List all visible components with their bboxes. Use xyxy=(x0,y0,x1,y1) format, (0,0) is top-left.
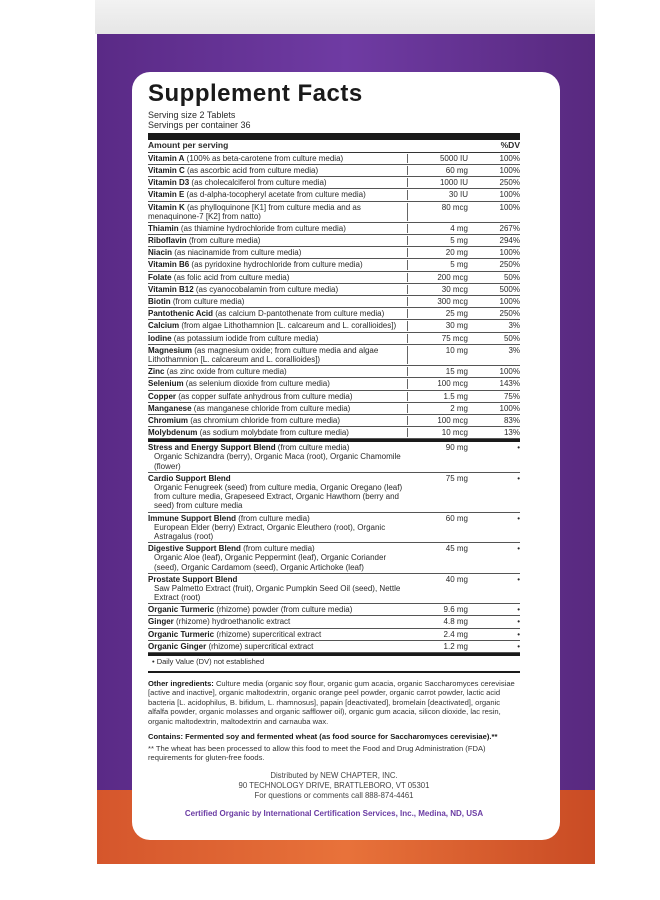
ingredient-source: (as niacinamide from culture media) xyxy=(172,248,302,258)
header-amount: Amount per serving xyxy=(148,140,229,150)
ingredient-label: Riboflavin xyxy=(148,236,187,246)
table-row xyxy=(148,177,520,189)
ingredient-source: (from culture media) xyxy=(170,297,245,307)
dv-value: 3% xyxy=(508,345,520,355)
contains-statement xyxy=(148,732,520,741)
amount-value: 80 mcg xyxy=(407,203,472,221)
ingredient-name xyxy=(148,443,408,471)
ingredient-name xyxy=(148,297,407,306)
amount-value: 2 mg xyxy=(407,404,472,413)
dv-value: 294% xyxy=(499,236,520,246)
ingredient-source: (as zinc oxide from culture media) xyxy=(164,367,287,377)
ingredient-name xyxy=(148,617,408,626)
dv-value: • xyxy=(517,443,520,453)
blend-table xyxy=(148,442,520,653)
dv-value: 143% xyxy=(499,379,520,389)
other-ingredients xyxy=(148,679,520,726)
ingredient-source: (as magnesium oxide; from culture media and algae Lithothamnion [L. calcareum and L. corallioides]) xyxy=(148,345,379,364)
amount-value: 100 mcg xyxy=(407,416,472,425)
ingredient-source: (rhizome) powder (from culture media) xyxy=(214,605,353,615)
amount-value: 10 mcg xyxy=(407,428,472,437)
ingredient-name xyxy=(148,416,407,425)
table-header xyxy=(148,140,520,153)
ingredient-name xyxy=(148,630,408,639)
ingredient-name xyxy=(148,190,407,199)
amount-value: 200 mcg xyxy=(407,273,472,282)
ingredient-source: (as selenium dioxide from culture media) xyxy=(183,379,330,389)
table-row xyxy=(148,189,520,201)
ingredient-name xyxy=(148,392,407,401)
table-row xyxy=(148,543,520,574)
certification: Certified Organic by International Certification Services, Inc., Medina, ND, USA xyxy=(184,808,484,818)
ingredient-source: (rhizome) hydroethanolic extract xyxy=(173,617,291,627)
ingredient-source: (as thiamine hydrochloride from culture media) xyxy=(178,223,346,233)
thick-rule xyxy=(148,133,520,140)
table-row xyxy=(148,513,520,544)
ingredient-source: (rhizome) supercritical extract xyxy=(206,641,314,651)
ingredient-source: (as phylloquinone [K1] from culture media and as menaquinone-7 [K2] from natto) xyxy=(148,202,361,221)
ingredient-label: Manganese xyxy=(148,403,192,413)
blend-detail: Organic Aloe (leaf), Organic Peppermint (leaf), Organic Coriander (seed), Organic Cardamom (seed), Organic Artichoke (leaf) xyxy=(154,553,387,572)
ingredient-label: Pantothenic Acid xyxy=(148,309,214,319)
ingredient-name xyxy=(148,285,407,294)
ingredient-name xyxy=(148,379,407,388)
ingredient-label: Vitamin K xyxy=(148,202,185,212)
amount-value: 9.6 mg xyxy=(443,605,468,615)
ingredient-label: Calcium xyxy=(148,321,180,331)
ingredient-name xyxy=(148,514,408,542)
dv-value: 100% xyxy=(499,202,520,212)
amount-value: 5000 IU xyxy=(407,154,472,163)
distributor-block xyxy=(148,771,520,801)
ingredient-source: (as ascorbic acid from culture media) xyxy=(184,165,319,175)
ingredient-name xyxy=(148,309,407,318)
ingredient-source: (from culture media) xyxy=(275,443,350,453)
ingredient-label: Vitamin B6 xyxy=(148,260,190,270)
ingredient-name xyxy=(148,236,407,245)
ingredient-name xyxy=(148,178,407,187)
dv-value: 100% xyxy=(499,297,520,307)
ingredient-name xyxy=(148,575,408,603)
table-row xyxy=(148,391,520,403)
ingredient-label: Iodine xyxy=(148,333,172,343)
table-row xyxy=(148,165,520,177)
amount-value: 20 mg xyxy=(407,248,472,257)
dv-value: • xyxy=(517,629,520,639)
blend-detail: European Elder (berry) Extract, Organic Eleuthero (root), Organic Astragalus (root) xyxy=(154,522,386,541)
dv-value: • xyxy=(517,513,520,523)
amount-value: 4 mg xyxy=(407,224,472,233)
ingredient-label: Cardio Support Blend xyxy=(148,473,231,483)
ingredient-name xyxy=(148,605,408,614)
ingredient-source: (as manganese chloride from culture media) xyxy=(191,403,351,413)
ingredient-source: (as copper sulfate anhydrous from culture media) xyxy=(176,391,353,401)
table-row xyxy=(148,272,520,284)
ingredient-source: (as calcium D-pantothenate from culture media) xyxy=(213,309,385,319)
ingredient-name xyxy=(148,642,408,651)
dv-value: 250% xyxy=(499,260,520,270)
table-row xyxy=(148,296,520,308)
amount-value: 60 mg xyxy=(407,166,472,175)
ingredient-label: Zinc xyxy=(148,367,165,377)
distributor-line: For questions or comments call 888-874-4461 xyxy=(254,790,414,800)
ingredient-source: (from culture media) xyxy=(240,544,315,554)
ingredient-label: Selenium xyxy=(148,379,184,389)
ingredient-source: (from algae Lithothamnion [L. calcareum and L. corallioides]) xyxy=(179,321,397,331)
ingredient-label: Organic Turmeric xyxy=(148,629,215,639)
amount-value: 25 mg xyxy=(407,309,472,318)
ingredient-label: Ginger xyxy=(148,617,174,627)
supplement-facts xyxy=(148,76,520,818)
amount-value: 2.4 mg xyxy=(443,629,468,639)
table-row xyxy=(148,604,520,616)
ingredient-label: Stress and Energy Support Blend xyxy=(148,443,276,453)
table-row xyxy=(148,153,520,165)
ingredient-label: Immune Support Blend xyxy=(148,513,236,523)
amount-value: 5 mg xyxy=(407,236,472,245)
ingredient-source: (as sodium molybdate from culture media) xyxy=(197,428,349,438)
servings-per-container: Servings per container 36 xyxy=(148,120,251,130)
distributor-line: 90 TECHNOLOGY DRIVE, BRATTLEBORO, VT 05301 xyxy=(238,780,430,790)
ingredient-name xyxy=(148,404,407,413)
box-top-edge xyxy=(95,0,595,34)
ingredient-label: Biotin xyxy=(148,297,171,307)
distributor-line: Distributed by NEW CHAPTER, INC. xyxy=(270,770,398,780)
dv-value: 100% xyxy=(499,153,520,163)
ingredient-source: (as folic acid from culture media) xyxy=(171,272,290,282)
header-dv: %DV xyxy=(500,140,520,150)
table-row xyxy=(148,366,520,378)
table-row xyxy=(148,235,520,247)
ingredient-label: Vitamin E xyxy=(148,190,185,200)
dv-value: 250% xyxy=(499,178,520,188)
amount-value: 10 mg xyxy=(407,346,472,364)
table-row xyxy=(148,403,520,415)
amount-value: 75 mcg xyxy=(407,334,472,343)
blend-detail: Organic Schizandra (berry), Organic Maca (root), Organic Chamomile (flower) xyxy=(154,452,401,471)
dv-value: 267% xyxy=(499,223,520,233)
ingredient-name xyxy=(148,166,407,175)
amount-value: 4.8 mg xyxy=(443,617,468,627)
serving-size: Serving size 2 Tablets xyxy=(148,110,236,120)
dv-value: 100% xyxy=(499,367,520,377)
ingredient-label: Chromium xyxy=(148,415,188,425)
dv-value: 13% xyxy=(503,428,520,438)
table-row xyxy=(148,202,520,223)
ingredient-label: Thiamin xyxy=(148,223,179,233)
ingredient-source: (as cholecalciferol from culture media) xyxy=(189,178,327,188)
table-row xyxy=(148,333,520,345)
ingredient-label: Molybdenum xyxy=(148,428,198,438)
amount-value: 60 mg xyxy=(445,513,468,523)
blend-detail: Organic Fenugreek (seed) from culture media, Organic Oregano (leaf) from culture media, Grapeseed Extract, Organic Hawthorn (berry and seed) from culture media xyxy=(154,483,403,511)
amount-value: 30 mg xyxy=(407,321,472,330)
amount-value: 40 mg xyxy=(445,574,468,584)
table-row xyxy=(148,641,520,653)
ingredient-name xyxy=(148,154,407,163)
ingredient-source: (from culture media) xyxy=(186,236,261,246)
dv-value: 3% xyxy=(508,321,520,331)
amount-value: 30 IU xyxy=(407,190,472,199)
table-row xyxy=(148,427,520,439)
ingredient-source: (as cyanocobalamin from culture media) xyxy=(193,284,339,294)
ingredient-name xyxy=(148,321,407,330)
table-row xyxy=(148,629,520,641)
amount-value: 45 mg xyxy=(445,544,468,554)
table-row xyxy=(148,378,520,390)
dv-value: • xyxy=(517,473,520,483)
ingredient-name xyxy=(148,203,407,221)
ingredient-label: Vitamin C xyxy=(148,165,185,175)
dv-value: • xyxy=(517,605,520,615)
ingredient-label: Magnesium xyxy=(148,345,193,355)
ingredient-label: Vitamin B12 xyxy=(148,284,194,294)
ingredient-name xyxy=(148,428,407,437)
dv-value: • xyxy=(517,544,520,554)
dv-value: 100% xyxy=(499,190,520,200)
other-ingredients-text: Culture media (organic soy flour, organic gum acacia, organic Saccharomyces cerevisiae [active and inactive], organic maltodextrin, organic orange peel powder, organic carrot powder, lactic acid bacteria [L. acidophilus, B. bifidum, L. rhamnosus], papain [deactivated], bromelain [deactivated], organic alfalfa powder, organic molasses and organic safflower oil), organic gum acacia, silicon dioxide, lac resin, organic maltodextrin, maltodextrin and carnauba wax. xyxy=(148,678,515,726)
ingredient-name xyxy=(148,334,407,343)
ingredient-label: Copper xyxy=(148,391,176,401)
ingredient-name xyxy=(148,544,408,572)
amount-value: 1.2 mg xyxy=(443,641,468,651)
table-row xyxy=(148,345,520,366)
table-row xyxy=(148,259,520,271)
facts-title: Supplement Facts xyxy=(148,80,363,107)
amount-value: 5 mg xyxy=(407,260,472,269)
ingredient-name xyxy=(148,224,407,233)
ingredient-name xyxy=(148,474,408,511)
amount-value: 1.5 mg xyxy=(407,392,472,401)
ingredient-name xyxy=(148,273,407,282)
ingredient-source: (from culture media) xyxy=(236,513,310,523)
table-row xyxy=(148,223,520,235)
dv-value: • xyxy=(517,617,520,627)
dv-value: 50% xyxy=(503,333,520,343)
ingredient-name xyxy=(148,248,407,257)
amount-value: 15 mg xyxy=(407,367,472,376)
table-row xyxy=(148,415,520,427)
ingredient-source: (as potassium iodide from culture media) xyxy=(171,333,319,343)
dv-value: 500% xyxy=(499,284,520,294)
amount-value: 75 mg xyxy=(445,473,468,483)
ingredient-source: (100% as beta-carotene from culture media) xyxy=(184,153,344,163)
amount-value: 100 mcg xyxy=(407,379,472,388)
dv-value: 100% xyxy=(499,248,520,258)
dv-value: 100% xyxy=(499,403,520,413)
dv-value: 250% xyxy=(499,309,520,319)
ingredient-label: Niacin xyxy=(148,248,173,258)
ingredient-label: Digestive Support Blend xyxy=(148,544,241,554)
ingredient-label: Organic Ginger xyxy=(148,641,207,651)
table-row xyxy=(148,247,520,259)
ingredient-label: Vitamin A xyxy=(148,153,185,163)
ingredient-label: Folate xyxy=(148,272,172,282)
dv-value: • xyxy=(517,641,520,651)
ingredient-source: (as d-alpha-tocopheryl acetate from culture media) xyxy=(184,190,366,200)
ingredient-name xyxy=(148,367,407,376)
dv-note: • Daily Value (DV) not established xyxy=(148,656,520,673)
table-row xyxy=(148,442,520,473)
table-row xyxy=(148,473,520,513)
ingredient-source: (as chromium chloride from culture media) xyxy=(188,415,341,425)
table-row xyxy=(148,616,520,628)
amount-value: 300 mcg xyxy=(407,297,472,306)
wheat-note: ** The wheat has been processed to allow this food to meet the Food and Drug Administration (FDA) requirements for gluten-free foods. xyxy=(148,743,486,763)
dv-value: 83% xyxy=(503,415,520,425)
table-row xyxy=(148,574,520,605)
blend-detail: Saw Palmetto Extract (fruit), Organic Pumpkin Seed Oil (seed), Nettle Extract (root) xyxy=(154,583,401,603)
ingredient-source: (rhizome) supercritical extract xyxy=(214,629,322,639)
dv-value: • xyxy=(517,574,520,584)
ingredient-source: (as pyridoxine hydrochloride from culture media) xyxy=(189,260,363,270)
contains-text: Contains: Fermented soy and fermented wheat (as food source for Saccharomyces cerevisiae).** xyxy=(148,732,498,742)
table-row xyxy=(148,308,520,320)
table-row xyxy=(148,284,520,296)
ingredient-label: Vitamin D3 xyxy=(148,178,190,188)
amount-value: 90 mg xyxy=(445,443,468,453)
other-ingredients-label: Other ingredients: xyxy=(148,678,214,688)
ingredient-label: Prostate Support Blend xyxy=(148,574,238,584)
amount-value: 1000 IU xyxy=(407,178,472,187)
ingredient-name xyxy=(148,346,407,364)
ingredient-name xyxy=(148,260,407,269)
table-row xyxy=(148,320,520,332)
amount-value: 30 mcg xyxy=(407,285,472,294)
dv-value: 75% xyxy=(503,391,520,401)
ingredient-label: Organic Turmeric xyxy=(148,605,215,615)
dv-value: 100% xyxy=(499,165,520,175)
vitamin-table xyxy=(148,153,520,440)
dv-value: 50% xyxy=(503,272,520,282)
